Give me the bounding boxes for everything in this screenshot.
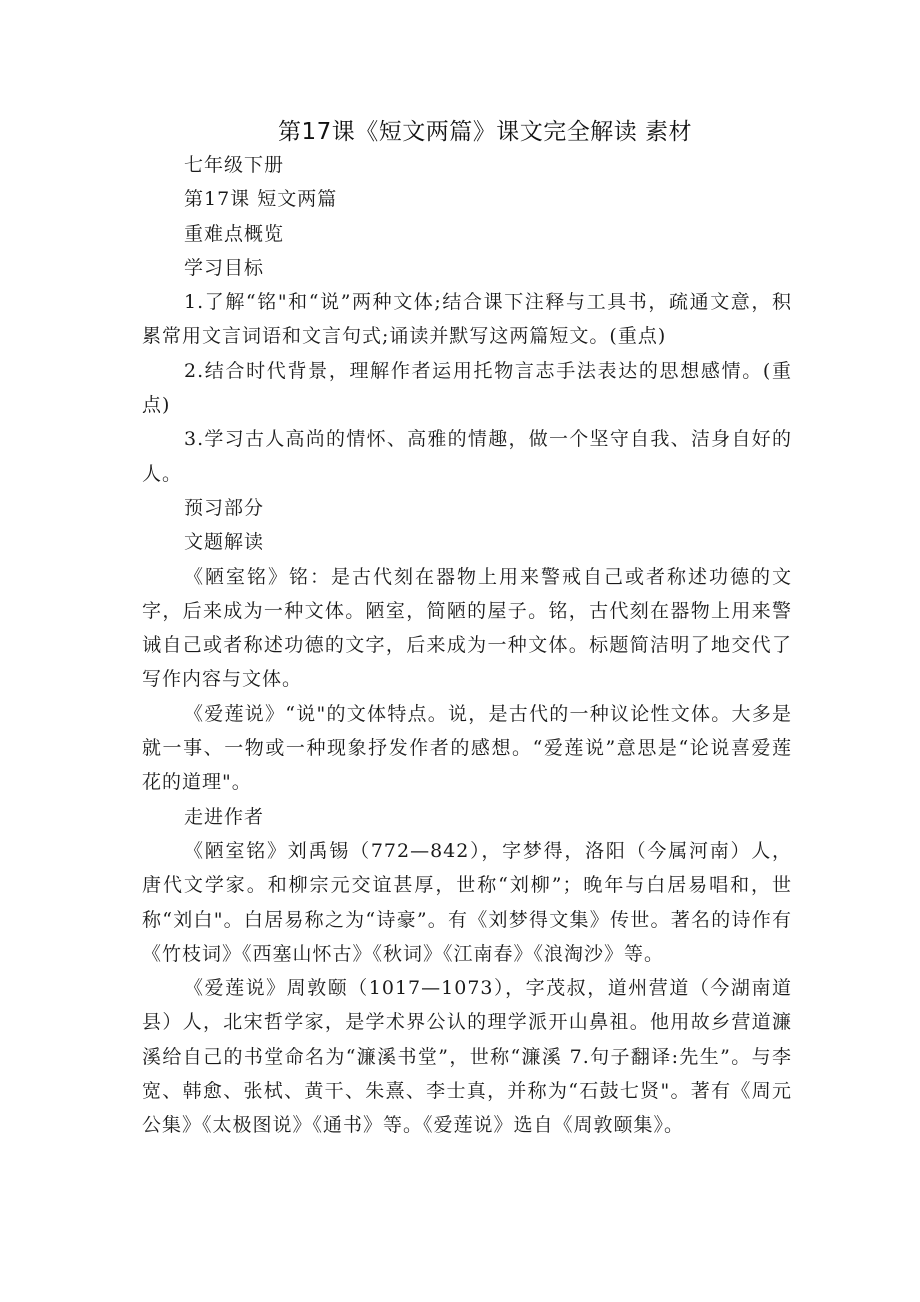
grade-label: 七年级下册: [184, 154, 285, 176]
author-heading: 走进作者: [184, 805, 265, 828]
paragraph-author-liu: 《陋室铭》刘禹锡（772—842），字梦得，洛阳（今属河南）人，唐代文学家。和柳宗元交谊甚厚，世称“刘柳”；晚年与白居易唱和，世称“刘白"。白居易称之为“诗豪”。有《刘梦得文集》传世。著名的诗作有《竹枝词》《西塞山怀古》《秋词》《江南春》《浪淘沙》等。: [142, 839, 792, 965]
goal-item-2: 2.结合时代背景，理解作者运用托物言志手法表达的思想感情。(重点): [142, 359, 792, 417]
preview-heading: 预习部分: [184, 496, 265, 519]
learning-goals-heading: 学习目标: [184, 256, 265, 279]
lesson-heading: 第17课 短文两篇: [184, 188, 338, 211]
section-overview-heading: 重难点概览: [184, 222, 285, 245]
title-interpretation-heading: 文题解读: [184, 531, 265, 554]
goal-item-3: 3.学习古人高尚的情怀、高雅的情趣，做一个坚守自我、洁身自好的人。: [142, 428, 792, 485]
document-title: 第17课《短文两篇》课文完全解读 素材: [277, 119, 693, 145]
document-body: [142, 148, 792, 1143]
paragraph-ailianshuo-title: 《爱莲说》“说"的文体特点。说，是古代的一种议论性文体。大多是就一事、一物或一种现象抒发作者的感想。“爱莲说”意思是“论说喜爱莲花的道理"。: [142, 702, 792, 794]
paragraph-loushiming-title: 《陋室铭》铭：是古代刻在器物上用来警戒自己或者称述功德的文字，后来成为一种文体。陋室，简陋的屋子。铭，古代刻在器物上用来警诫自己或者称述功德的文字，后来成为一种文体。标题简洁明了地交代了写作内容与文体。: [142, 565, 792, 691]
goal-item-1: 1.了解“铭"和“说”两种文体;结合课下注释与工具书，疏通文意，积累常用文言词语和文言句式;诵读并默写这两篇短文。(重点): [142, 291, 792, 348]
paragraph-author-zhou: 《爱莲说》周敦颐（1017—1073），字茂叔，道州营道（今湖南道县）人，北宋哲学家，是学术界公认的理学派开山鼻祖。他用故乡营道濂溪给自己的书堂命名为“濂溪书堂”，世称“濂溪 7.句子翻译:先生”。与李宽、韩愈、张栻、黄干、朱熹、李士真，并称为“石鼓七贤"。著有《周元公集》《太极图说》《通书》等。《爱莲说》选自《周敦颐集》。: [142, 977, 792, 1137]
